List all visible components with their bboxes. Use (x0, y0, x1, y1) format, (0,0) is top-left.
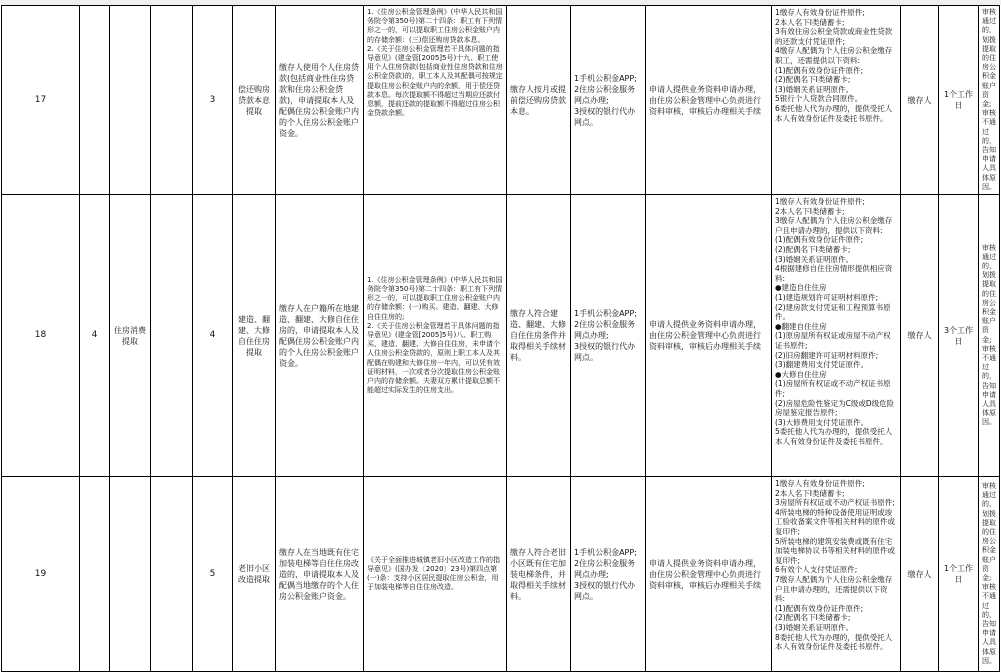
table-row-17 (2, 6, 1000, 195)
empty-cell (80, 477, 110, 672)
channel-item: 1手机公积金APP; (574, 73, 637, 83)
empty-cell (151, 195, 193, 477)
group-number: 4 (80, 195, 110, 477)
sub-number: 4 (193, 195, 233, 477)
channel-item: 3授权的银行代办网点。 (574, 342, 636, 363)
policy-table (1, 5, 1000, 672)
row-seq: 17 (2, 6, 80, 195)
material-item: (3)婚姻关系证明原件。 (775, 622, 854, 632)
basis-line: 1.《住房公积金管理条例》(中华人民共和国务院令第350号)第二十四条：职工有下列情形之一的，可以提取职工住房公积金账户内的存储余额：(三)偿还购房贷款本息。 (367, 8, 503, 44)
material-item: ●大修自住住房 (775, 369, 827, 379)
material-item: (1)配偶有效身份证件原件; (775, 603, 864, 613)
channel-item: 1手机公积金APP; (574, 309, 637, 319)
process-text: 申请人提供业务资料申请办理，由住房公积金管理中心负责进行资料审核，审核后办理相关手续 (646, 477, 772, 672)
channel-list (571, 6, 646, 195)
material-item: 5委托他人代为办理的，提供受托人本人有效身份证件及委托书原件。 (775, 427, 893, 446)
material-item: (1)原房屋所有权证或房屋不动产权证书原件; (775, 331, 891, 350)
channel-list (571, 477, 646, 672)
material-item: 4所装电梯的特种设备使用证明或竣工验收备案文件等相关材料的原件或复印件; (775, 507, 895, 537)
material-item: (3)翻建费用支付凭证原件。 (775, 360, 869, 370)
process-text: 申请人提供业务资料申请办理，由住房公积金管理中心负责进行资料审核，审核后办理相关手续 (646, 6, 772, 195)
material-item: 3房屋所有权证或不动产权证书原件; (775, 498, 895, 508)
condition-text: 缴存人在户籍所在地建造、翻建、大修自住住房的，申请提取本人及配偶住房公积金账户内的个人住房公积金账户资金。 (276, 195, 364, 477)
material-item: (1)配偶有效身份证件原件; (775, 235, 864, 245)
channel-list (571, 195, 646, 477)
empty-cell (110, 477, 151, 672)
empty-cell (80, 6, 110, 195)
group-name: 住房消费提取 (110, 195, 151, 477)
basis-line: 2.《关于住房公积金管理若干具体问题的指导意见》(建金管[2005]5号)十九、职工使用个人住房贷款(包括商业性住房贷款和住房公积金贷款)的，职工本人及其配偶可按规定提取住房公积金账户内的余额，用于偿还贷款本息。每次提取额不得超过当期应还款付息额，提前还款的提取额不得超过住房公积金贷款余额。 (367, 44, 503, 118)
material-item: (1)房屋所有权证或不动产权证书原件; (775, 379, 891, 398)
table-row-18 (2, 195, 1000, 477)
material-item: (1)建造规划许可证明材料原件; (775, 293, 879, 302)
subject-text: 缴存人 (901, 477, 939, 672)
material-item: 2本人名下Ⅰ类储蓄卡; (775, 206, 845, 216)
material-item: (3)婚姻关系证明原件。 (775, 254, 854, 264)
material-item: ●翻建自住住房 (775, 321, 827, 331)
legal-basis (364, 6, 507, 195)
material-item: 6有效个人支付凭证原件; (775, 565, 858, 575)
material-item: (2)配偶名下Ⅰ类储蓄卡; (775, 613, 851, 623)
material-item: 2本人名下Ⅰ类储蓄卡; (775, 17, 845, 27)
material-item: ●建造自住住房 (775, 283, 827, 293)
material-item: (2)建房款支付凭证和工程预算书原件。 (775, 302, 891, 322)
time-limit: 3个工作日 (939, 195, 979, 477)
materials-list (772, 195, 901, 477)
basis-line: 1.《住房公积金管理条例》(中华人民共和国务院令第350号)第二十四条：职工有下列情形之一的，可以提取职工住房公积金账户内的存储余额：(一)购买、建造、翻建、大修自住住房的; (367, 275, 503, 321)
material-item: 5所装电梯的建筑安装费或既有住宅加装电梯协议书等相关材料的原件或复印件; (775, 536, 895, 565)
policy-table-sheet (1, 5, 999, 665)
material-item: 2本人名下Ⅰ类储蓄卡; (775, 488, 845, 498)
basis-line: 2.《关于住房公积金管理若干具体问题的指导意见》(建金管[2005]5号)八、职工购买、建造、翻建、大修自住住房，未申请个人住房公积金贷款的，原则上职工本人及其配偶在购建和大修住房一年内，可以凭有效证明材料，一次或者分次提取住房公积金账户内的存储余额。夫妻双方累计提取总额不能超过实际发生的住房支出。 (367, 321, 500, 395)
material-item: (2)房屋危险性鉴定为C级或D级危险房屋鉴定报告原件; (775, 398, 895, 418)
material-item: (3)大修费用支付凭证原件。 (775, 417, 869, 427)
subject-text: 缴存人 (901, 6, 939, 195)
material-item: 5银行个人贷款合同原件。 (775, 94, 863, 104)
material-item: 4根据建修自住住房情形提供相应资料: (775, 264, 893, 283)
result-text: 审核通过的，划拨提取的住房公积金账户资金;审核不通过的，告知申请人具体原因。 (979, 477, 1000, 672)
empty-cell (110, 6, 151, 195)
table-row-19 (2, 477, 1000, 672)
legal-basis (364, 195, 507, 477)
time-limit: 1个工作日 (939, 6, 979, 195)
material-item: 3有效住房公积金贷款或商业性贷款的还款支付凭证原件; (775, 27, 893, 46)
material-item: 7缴存人配偶为个人住房公积金缴存户且申请办理的，还需提供以下资料: (775, 575, 893, 604)
material-item: (1)配偶有效身份证件原件; (775, 65, 864, 75)
target-text: 缴存人符合老旧小区既有住宅加装电梯条件，并取得相关手续材料。 (507, 477, 571, 672)
empty-cell (151, 6, 193, 195)
sub-number: 3 (193, 6, 233, 195)
condition-text: 缴存人使用个人住房贷款(包括商业性住房贷款和住房公积金贷款)，申请提取本人及配偶住房公积金账户内的个人住房公积金账户资金。 (276, 6, 364, 195)
material-item: (2)配偶名下Ⅰ类储蓄卡; (775, 245, 851, 255)
row-seq: 19 (2, 477, 80, 672)
material-item: 3缴存人配偶为个人住房公积金缴存户且申请办理的，提供以下资料: (775, 216, 893, 235)
channel-item: 3授权的银行代办网点。 (574, 580, 636, 601)
time-limit: 1个工作日 (939, 477, 979, 672)
legal-basis (364, 477, 507, 672)
channel-item: 2住房公积金服务网点办理; (574, 84, 636, 105)
material-item: (3)婚姻关系证明原件。 (775, 84, 854, 94)
target-text: 缴存人按月或提前偿还购房贷款本息。 (507, 6, 571, 195)
channel-item: 2住房公积金服务网点办理; (574, 320, 636, 341)
basis-line: 《关于全面推进城镇老旧小区改造工作的指导意见》(国办发〔2020〕23号)第四点第(一)条：支持小区居民提取住房公积金，用于加装电梯等自住住房改造。 (367, 555, 500, 592)
channel-item: 3授权的银行代办网点。 (574, 106, 636, 127)
subject-text: 缴存人 (901, 195, 939, 477)
process-text: 申请人提供业务资料申请办理，由住房公积金管理中心负责进行资料审核，审核后办理相关手续 (646, 195, 772, 477)
material-item: 1缴存人有效身份证件原件; (775, 197, 865, 207)
channel-item: 2住房公积金服务网点办理; (574, 558, 636, 579)
item-name: 偿还购房贷款本息提取 (233, 6, 276, 195)
sub-number: 5 (193, 477, 233, 672)
result-text: 审核通过的，划拨提取的住房公积金账户资金;审核不通过的，告知申请人具体原因。 (979, 6, 1000, 195)
material-item: 1缴存人有效身份证件原件; (775, 479, 865, 489)
result-text: 审核通过的，划拨提取的住房公积金账户资金;审核不通过的，告知申请人具体原因。 (979, 195, 1000, 477)
row-seq: 18 (2, 195, 80, 477)
material-item: 6委托他人代为办理的，提供受托人本人有效身份证件及委托书原件。 (775, 103, 893, 123)
empty-cell (151, 477, 193, 672)
material-item: 8委托他人代为办理的，提供受托人本人有效身份证件及委托书原件。 (775, 632, 893, 652)
item-name: 老旧小区改造提取 (233, 477, 276, 672)
materials-list (772, 477, 901, 672)
item-name: 建造、翻建、大修自住住房提取 (233, 195, 276, 477)
target-text: 缴存人符合建造、翻建、大修自住住房条件并取得相关手续材料。 (507, 195, 571, 477)
material-item: 1缴存人有效身份证件原件; (775, 8, 865, 17)
material-item: (2)配偶名下Ⅰ类储蓄卡; (775, 75, 851, 85)
condition-text: 缴存人在当地既有住宅加装电梯等自住住房改造的，申请提取本人及配偶当地缴存的个人住房公积金账户资金。 (276, 477, 364, 672)
material-item: (2)旧房翻建许可证明材料原件; (775, 350, 879, 360)
material-item: 4缴存人配偶为个人住房公积金缴存职工，还需提供以下资料: (775, 46, 893, 65)
materials-list (772, 6, 901, 195)
channel-item: 1手机公积金APP; (574, 547, 637, 557)
